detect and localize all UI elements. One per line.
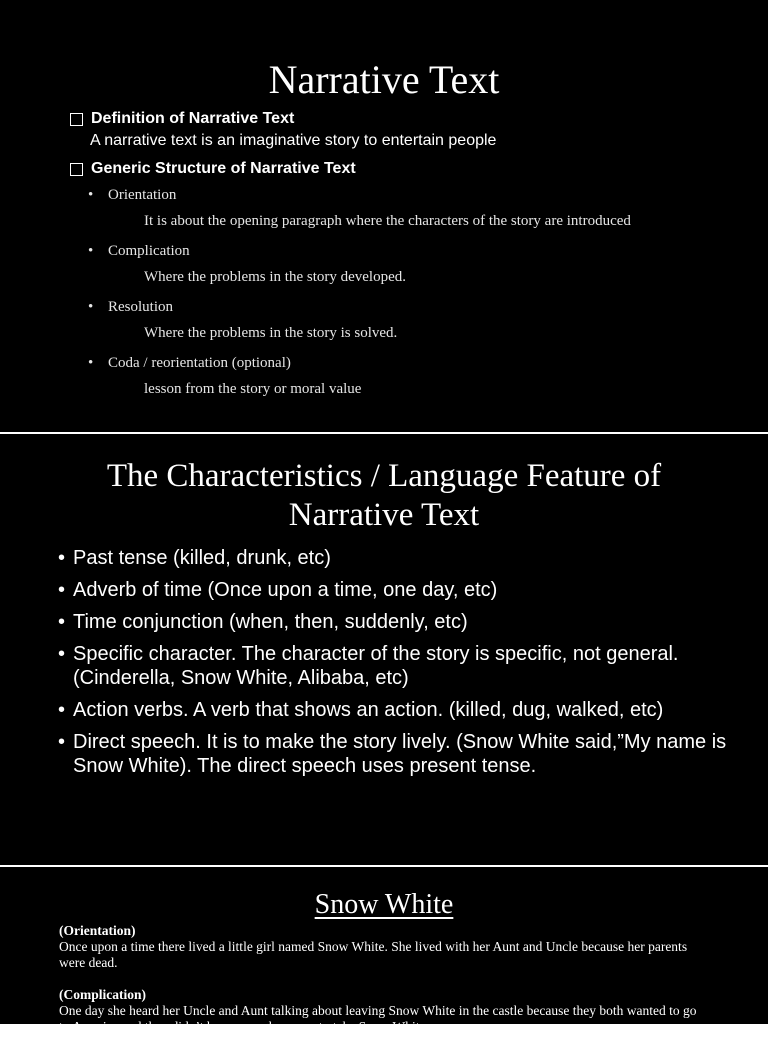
list-item-text: Adverb of time (Once upon a time, one day, etc) <box>73 579 498 601</box>
story-body <box>59 923 709 1051</box>
bullet-icon: • <box>88 355 94 371</box>
checkbox-icon <box>70 113 83 126</box>
definition-heading-label: Definition of Narrative Text <box>91 110 295 127</box>
slide-title: Narrative Text <box>268 57 500 102</box>
characteristics-list <box>58 546 748 786</box>
bullet-icon: • <box>58 611 66 633</box>
definition-heading <box>68 108 758 130</box>
structure-definition: It is about the opening paragraph where the characters of the story are introduced <box>144 213 631 229</box>
slide-title <box>0 457 768 535</box>
slide-snow-white <box>0 867 768 1034</box>
structure-definition: Where the problems in the story is solved. <box>144 325 398 341</box>
structure-item <box>68 184 758 232</box>
list-item-text: Past tense (killed, drunk, etc) <box>73 547 331 569</box>
list-item <box>58 642 748 690</box>
structure-term: Resolution <box>108 299 174 315</box>
structure-term: Coda / reorientation (optional) <box>108 355 291 371</box>
list-item <box>58 578 748 602</box>
structure-definition: Where the problems in the story developed. <box>144 269 407 285</box>
list-item-text: Action verbs. A verb that shows an action. (killed, dug, walked, etc) <box>73 699 664 721</box>
bullet-icon: • <box>58 547 66 569</box>
slide-narrative-text <box>0 0 768 432</box>
bullet-icon: • <box>58 731 66 753</box>
structure-term: Orientation <box>108 187 177 203</box>
structure-item <box>68 352 758 400</box>
bullet-icon: • <box>88 243 94 259</box>
list-item-text: Time conjunction (when, then, suddenly, etc) <box>73 611 468 633</box>
structure-heading <box>68 158 758 180</box>
list-item <box>58 610 748 634</box>
slide-body <box>68 108 758 408</box>
list-item-text: Specific character. The character of the story is specific, not general. (Cinderella, Snow White, Alibaba, etc) <box>73 643 679 689</box>
story-paragraph <box>59 923 709 971</box>
slide-title: Snow White <box>314 889 454 920</box>
orientation-label: (Orientation) <box>59 923 136 938</box>
list-item-text: Direct speech. It is to make the story lively. (Snow White said,”My name is Snow White). The direct speech uses present tense. <box>73 731 727 777</box>
structure-term: Complication <box>108 243 190 259</box>
structure-item <box>68 240 758 288</box>
orientation-text: Once upon a time there lived a little girl named Snow White. She lived with her Aunt and Uncle because her parents were dead. <box>59 939 688 970</box>
definition-text: A narrative text is an imaginative story to entertain people <box>90 132 497 149</box>
checkbox-icon <box>70 163 83 176</box>
complication-label: (Complication) <box>59 987 146 1002</box>
bullet-icon: • <box>58 699 66 721</box>
bullet-icon: • <box>88 299 94 315</box>
bullet-icon: • <box>58 643 66 665</box>
slide-title-line: The Characteristics / Language Feature of <box>106 458 662 494</box>
bullet-icon: • <box>58 579 66 601</box>
slide-title-line: Narrative Text <box>288 497 480 533</box>
structure-list <box>68 184 758 400</box>
list-item <box>58 730 748 778</box>
story-paragraph <box>59 987 709 1035</box>
list-item <box>58 546 748 570</box>
structure-definition: lesson from the story or moral value <box>144 381 362 397</box>
structure-heading-label: Generic Structure of Narrative Text <box>91 160 356 177</box>
bullet-icon: • <box>88 187 94 203</box>
slide-characteristics <box>0 434 768 865</box>
structure-item <box>68 296 758 344</box>
list-item <box>58 698 748 722</box>
complication-text: One day she heard her Uncle and Aunt talking about leaving Snow White in the castle because they both wanted to go to America and they didn’t have enough money to take Snow White. <box>59 1003 697 1034</box>
